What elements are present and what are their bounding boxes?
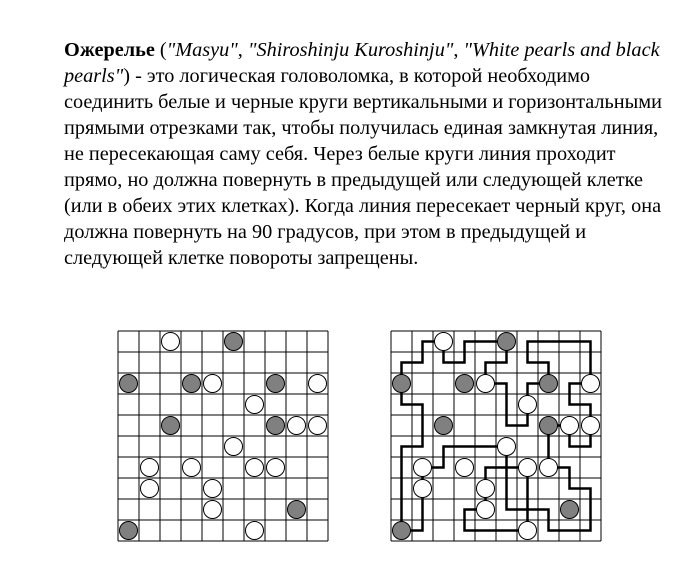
separator-2: , [453,39,464,61]
black-pearl [288,501,306,519]
white-pearl [540,459,558,477]
black-pearl [183,375,201,393]
alt-name-white-pearls: "White pearls and black pearls" [64,39,660,87]
black-pearl [267,417,285,435]
black-pearl [225,333,243,351]
white-pearl [414,480,432,498]
white-pearl [582,417,600,435]
white-pearl [309,375,327,393]
puzzle-grid [117,330,329,542]
white-pearl [477,501,495,519]
black-pearl [456,375,474,393]
white-pearl [519,522,537,540]
paren-close: ) [123,65,130,87]
black-pearl [561,501,579,519]
white-pearl [246,522,264,540]
white-pearl [477,375,495,393]
rules-text: - это логическая головоломка, в которой необходимо соединить белые и черные круги вертикальными и горизонтальными прямыми отрезками так, чтобы получилась единая замкнутая линия, не пересекающая саму себя. Через белые круги линия проходит прямо, но должна повернуть в предыдущей или следующей клетке (или в обеих этих клетках). Когда линия пересекает черный круг, она должна повернуть на 90 градусов, при этом в предыдущей и следующей клетке повороты запрещены. [64,65,662,269]
puzzle-name: Ожерелье [64,39,155,61]
white-pearl [141,480,159,498]
black-pearl [120,522,138,540]
white-pearl [561,417,579,435]
solution-grid [390,330,602,542]
white-pearl [477,480,495,498]
black-pearl [498,333,516,351]
white-pearl [204,480,222,498]
black-pearl [267,375,285,393]
white-pearl [183,459,201,477]
black-pearl [393,375,411,393]
white-pearl [309,417,327,435]
paren-open: ( [154,39,167,61]
white-pearl [246,396,264,414]
white-pearl [582,375,600,393]
white-pearl [225,438,243,456]
black-pearl [540,375,558,393]
black-pearl [435,417,453,435]
white-pearl [246,459,264,477]
white-pearl [435,333,453,351]
black-pearl [162,417,180,435]
black-pearl [120,375,138,393]
white-pearl [204,375,222,393]
white-pearl [519,396,537,414]
white-pearl [204,501,222,519]
black-pearl [540,417,558,435]
puzzle-description [64,37,664,271]
white-pearl [162,333,180,351]
white-pearl [498,438,516,456]
white-pearl [456,459,474,477]
white-pearl [141,459,159,477]
white-pearl [414,459,432,477]
alt-name-shiroshinju: "Shiroshinju Kuroshinju" [247,39,454,61]
white-pearl [288,417,306,435]
separator-1: , [237,39,248,61]
white-pearl [267,459,285,477]
white-pearl [519,459,537,477]
alt-name-masyu: "Masyu" [166,39,238,61]
black-pearl [393,522,411,540]
